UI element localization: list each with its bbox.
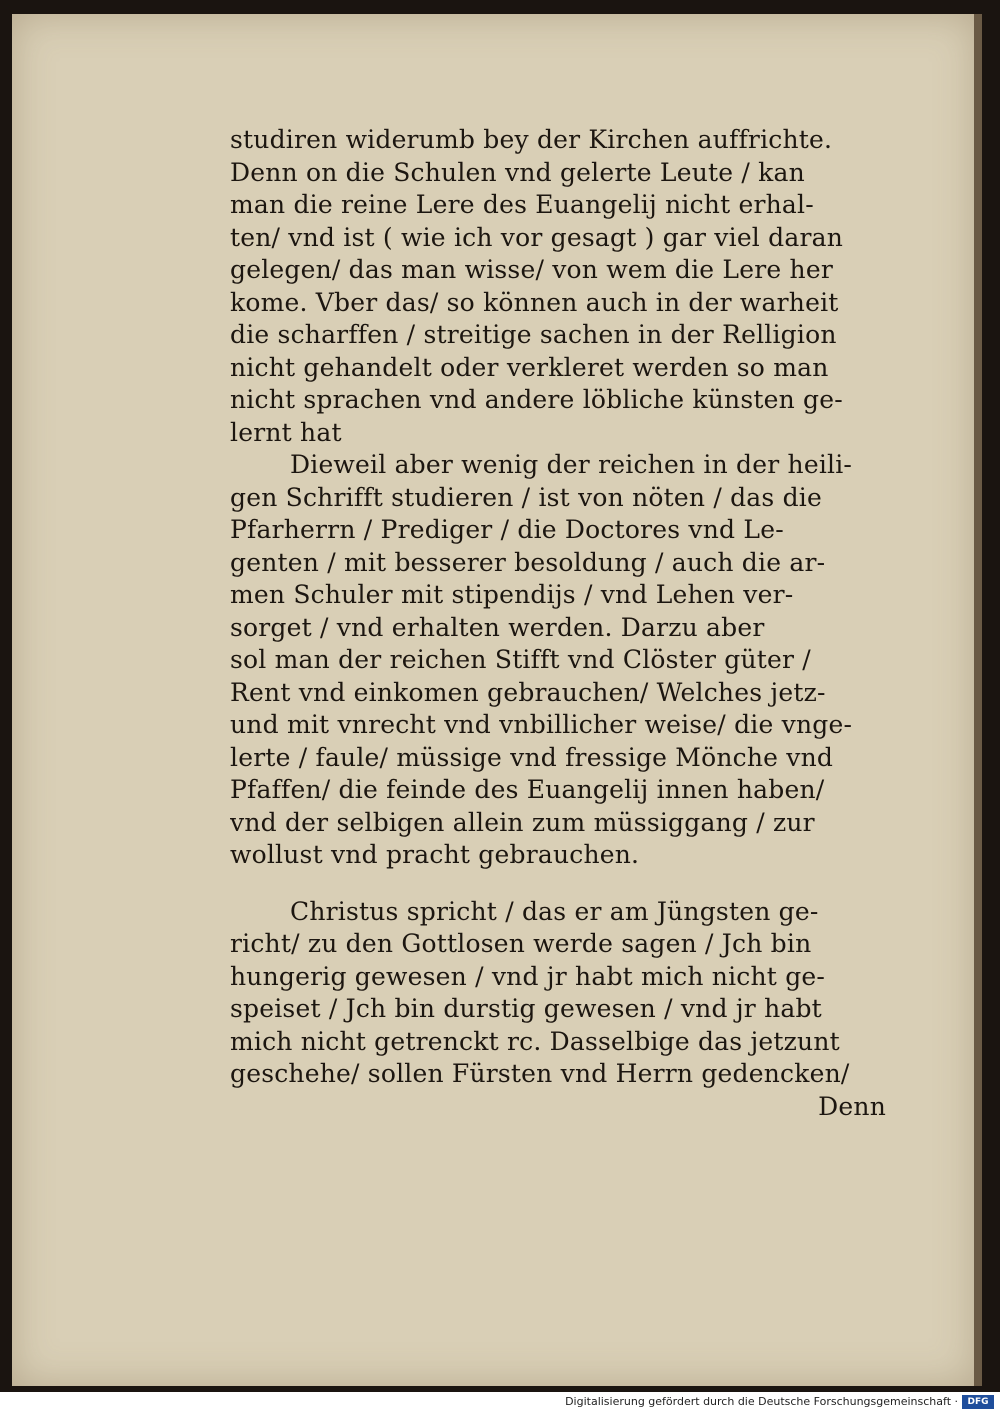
text-line: studiren widerumb bey der Kirchen auffrichte. [230,125,833,154]
text-line: men Schuler mit stipendijs / vnd Lehen ver- [230,580,794,609]
text-line: sol man der reichen Stifft vnd Clöster güter / [230,645,811,674]
footer-credit: Digitalisierung gefördert durch die Deutsche Forschungsgemeinschaft · [565,1395,958,1408]
text-line: man die reine Lere des Euangelij nicht erhal- [230,190,814,219]
text-line: hungerig gewesen / vnd jr habt mich nicht ge- [230,961,826,991]
footer-bar [0,1392,1000,1412]
catchword: Denn [818,1091,886,1121]
text-line: nicht sprachen vnd andere löbliche künsten ge- [230,385,843,414]
text-line: kome. Vber das/ so können auch in der warheit [230,287,839,317]
text-line: Christus spricht / das er am Jüngsten ge- [290,896,819,926]
dfg-logo-icon: DFG [962,1395,994,1409]
text-line: gen Schrifft studieren / ist von nöten / das die [230,482,822,512]
text-line: Pfaffen/ die feinde des Euangelij innen haben/ [230,775,825,804]
text-line: lernt hat [230,417,342,447]
text-line: mich nicht getrenckt rc. Dasselbige das jetzunt [230,1026,840,1056]
text-line: speiset / Jch bin durstig gewesen / vnd jr habt [230,994,822,1023]
text-line: und mit vnrecht vnd vnbillicher weise/ die vnge- [230,710,853,739]
text-line: genten / mit besserer besoldung / auch die ar- [230,547,826,577]
page-text [230,124,890,1123]
text-line: Rent vnd einkomen gebrauchen/ Welches jetz- [230,677,826,707]
text-line: sorget / vnd erhalten werden. Darzu aber [230,612,765,642]
text-line: geschehe/ sollen Fürsten vnd Herrn gedencken/ [230,1059,850,1088]
text-line: Pfarherrn / Prediger / die Doctores vnd Le- [230,515,784,544]
text-line: die scharffen / streitige sachen in der Relligion [230,320,837,349]
text-line: wollust vnd pracht gebrauchen. [230,840,640,869]
text-line: Denn on die Schulen vnd gelerte Leute / kan [230,157,805,187]
text-line: ten/ vnd ist ( wie ich vor gesagt ) gar viel daran [230,222,844,252]
text-line: Dieweil aber wenig der reichen in der heili- [290,450,853,479]
paragraph-gap [230,872,890,896]
text-line: richt/ zu den Gottlosen werde sagen / Jch bin [230,929,812,958]
text-line: nicht gehandelt oder verkleret werden so man [230,352,829,382]
text-line: vnd der selbigen allein zum müssiggang / zur [230,807,815,837]
page-edge [974,14,982,1386]
text-line: gelegen/ das man wisse/ von wem die Lere her [230,255,833,284]
text-line: lerte / faule/ müssige vnd fressige Mönche vnd [230,742,834,772]
